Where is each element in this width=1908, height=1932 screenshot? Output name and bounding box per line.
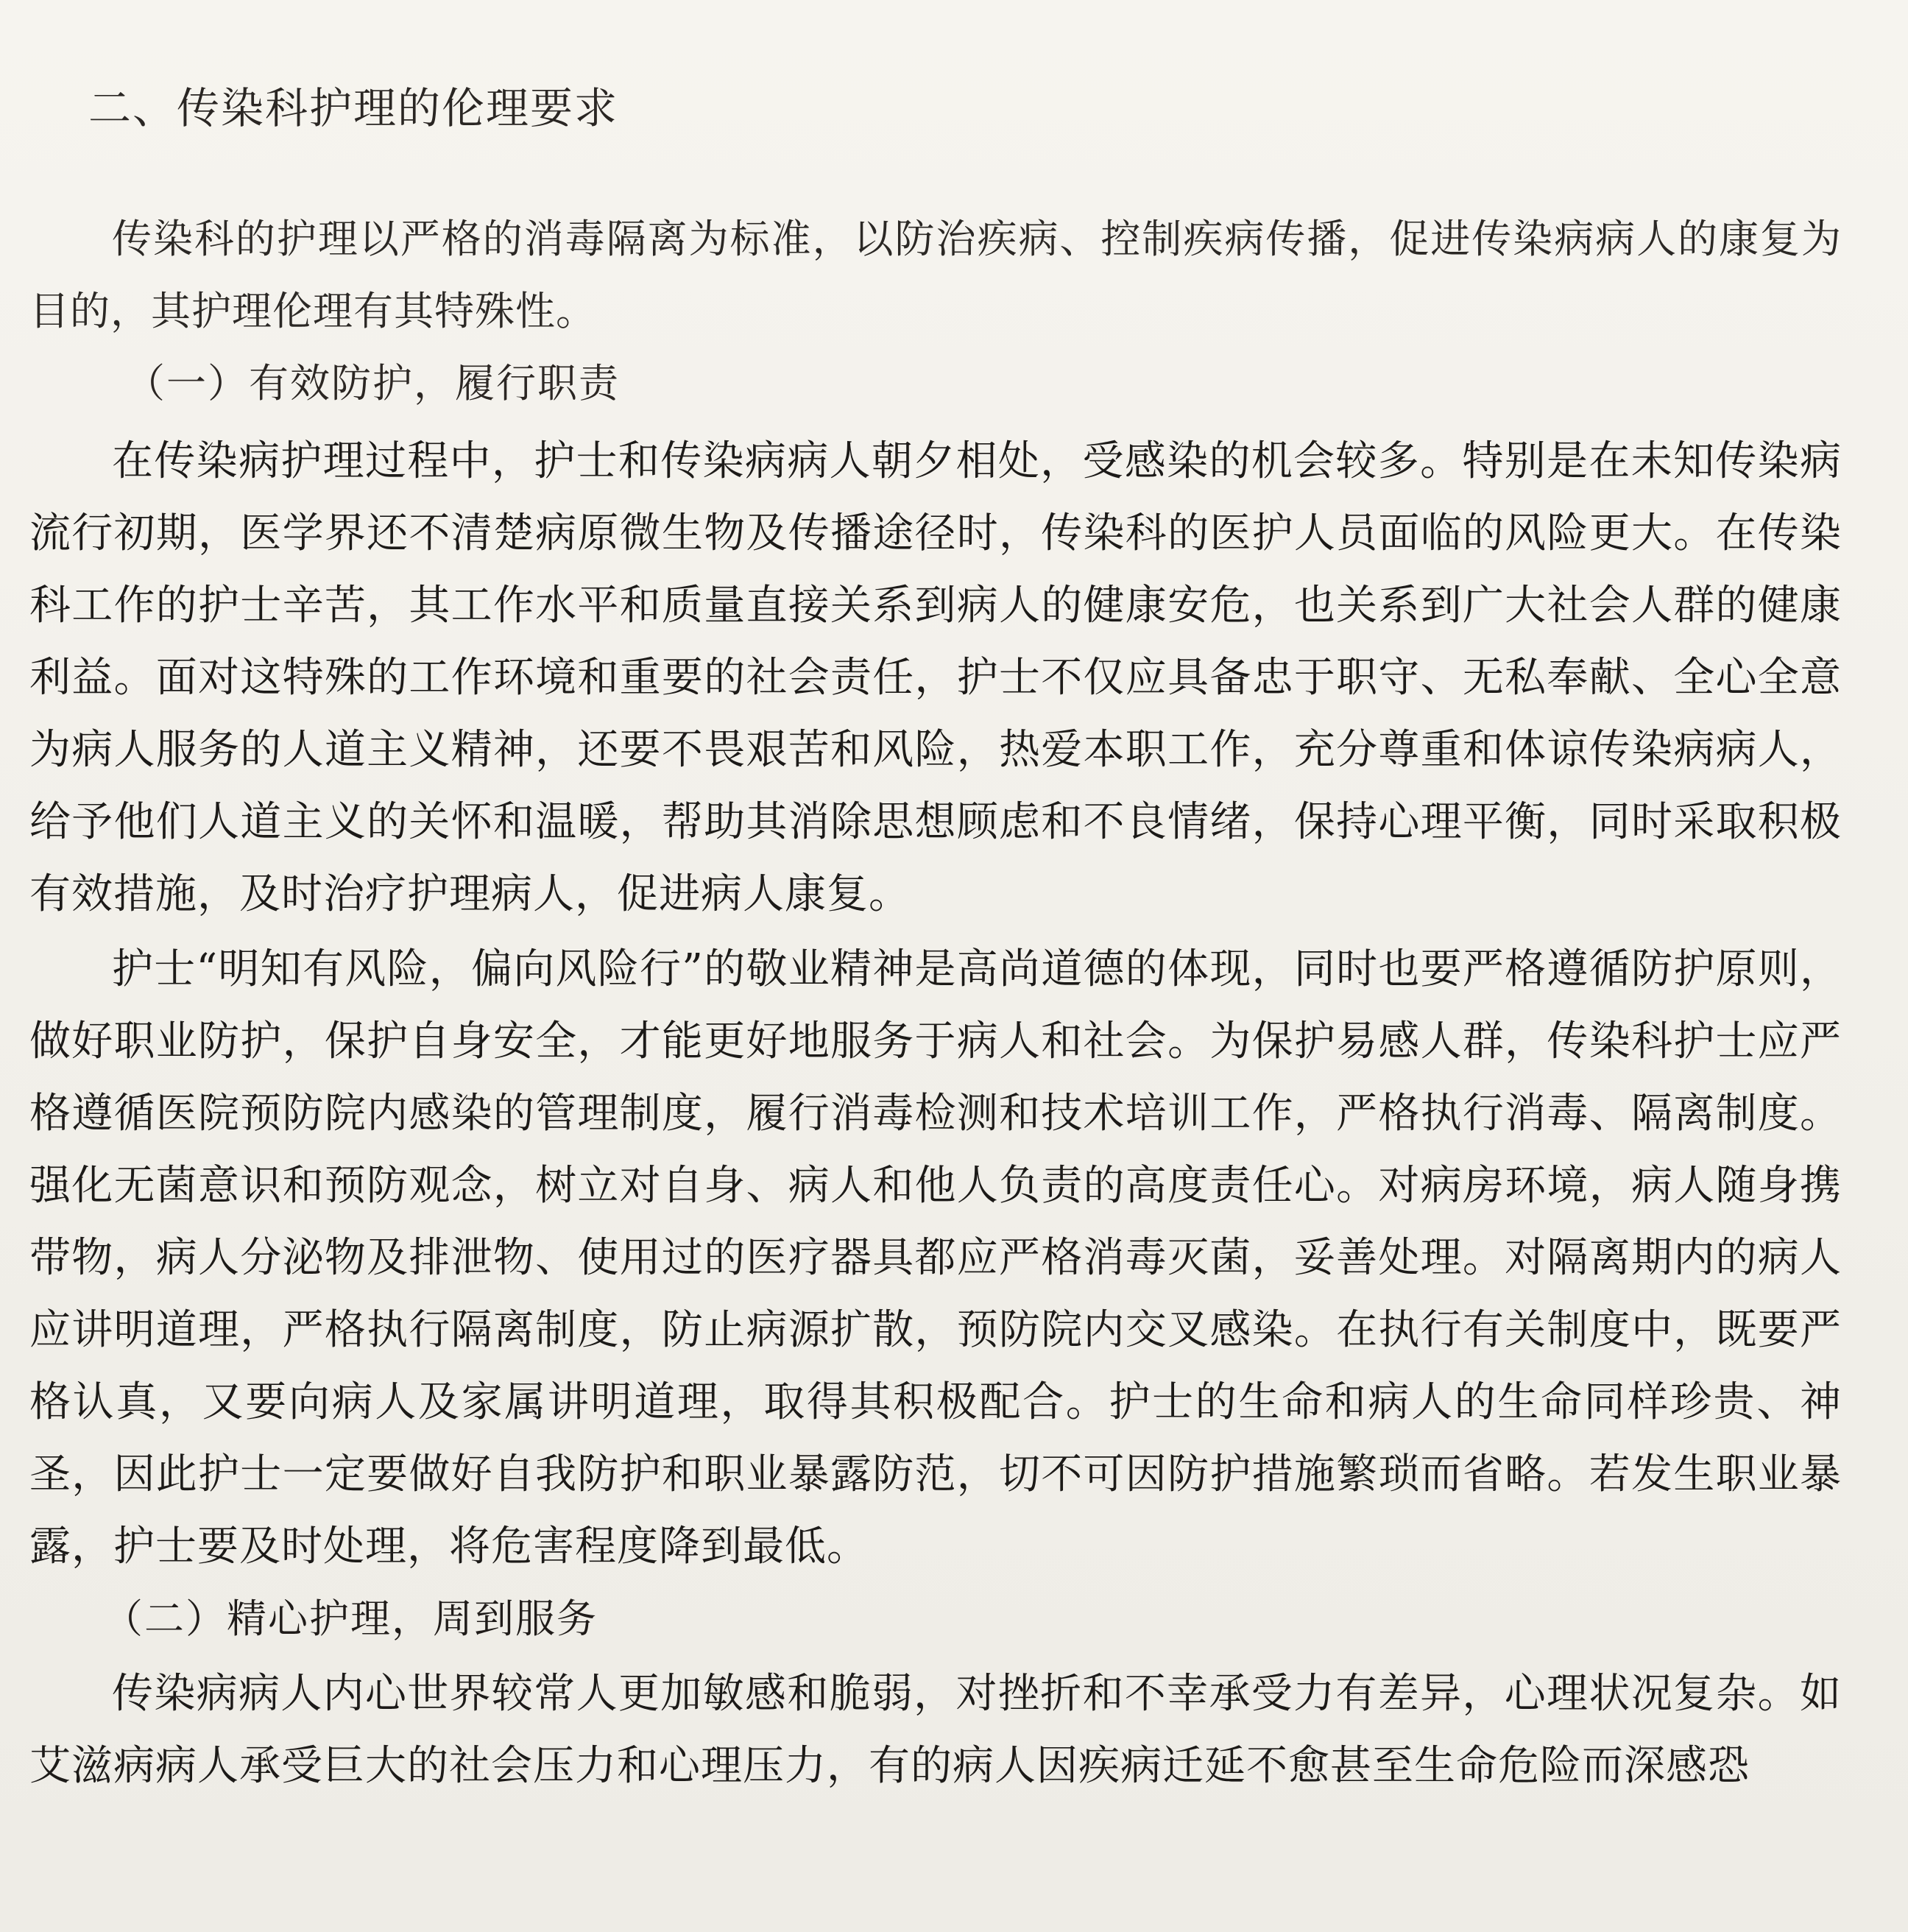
section-title: 二、传染科护理的伦理要求 [88,83,619,133]
subsection-heading-1: （一）有效防护，履行职责 [125,360,620,406]
intro-paragraph: 传染科的护理以严格的消毒隔离为标准，以防治疾病、控制疾病传播，促进传染病病人的康复为目的，其护理伦理有其特殊性。 [29,216,1842,334]
subsection-heading-2: （二）精心护理，周到服务 [103,1596,598,1642]
body-paragraph: 在传染病护理过程中，护士和传染病病人朝夕相处，受感染的机会较多。特别是在未知传染病流行初期，医学界还不清楚病原微生物及传播途径时，传染科的医护人员面临的风险更大。在传染科工作的护士辛苦，其工作水平和质量直接关系到病人的健康安危，也关系到广大社会人群的健康利益。面对这特殊的工作环境和重要的社会责任，护士不仅应具备忠于职守、无私奉献、全心全意为病人服务的人道主义精神，还要不畏艰苦和风险，热爱本职工作，充分尊重和体谅传染病病人，给予他们人道主义的关怀和温暖，帮助其消除思想顾虑和不良情绪，保持心理平衡，同时采取积极有效措施，及时治疗护理病人，促进病人康复。 [29,437,1842,918]
body-paragraph: 护士“明知有风险，偏向风险行”的敬业精神是高尚道德的体现，同时也要严格遵循防护原则，做好职业防护，保护自身安全，才能更好地服务于病人和社会。为保护易感人群，传染科护士应严格遵循医院预防院内感染的管理制度，履行消毒检测和技术培训工作，严格执行消毒、隔离制度。强化无菌意识和预防观念，树立对自身、病人和他人负责的高度责任心。对病房环境，病人随身携带物，病人分泌物及排泄物、使用过的医疗器具都应严格消毒灭菌，妥善处理。对隔离期内的病人应讲明道理，严格执行隔离制度，防止病源扩散，预防院内交叉感染。在执行有关制度中，既要严格认真，又要向病人及家属讲明道理，取得其积极配合。护士的生命和病人的生命同样珍贵、神圣，因此护士一定要做好自我防护和职业暴露防范，切不可因防护措施繁琐而省略。若发生职业暴露，护士要及时处理，将危害程度降到最低。 [29,945,1842,1570]
body-paragraph: 传染病病人内心世界较常人更加敏感和脆弱，对挫折和不幸承受力有差异，心理状况复杂。如艾滋病病人承受巨大的社会压力和心理压力，有的病人因疾病迁延不愈甚至生命危险而深感恐 [29,1670,1842,1790]
